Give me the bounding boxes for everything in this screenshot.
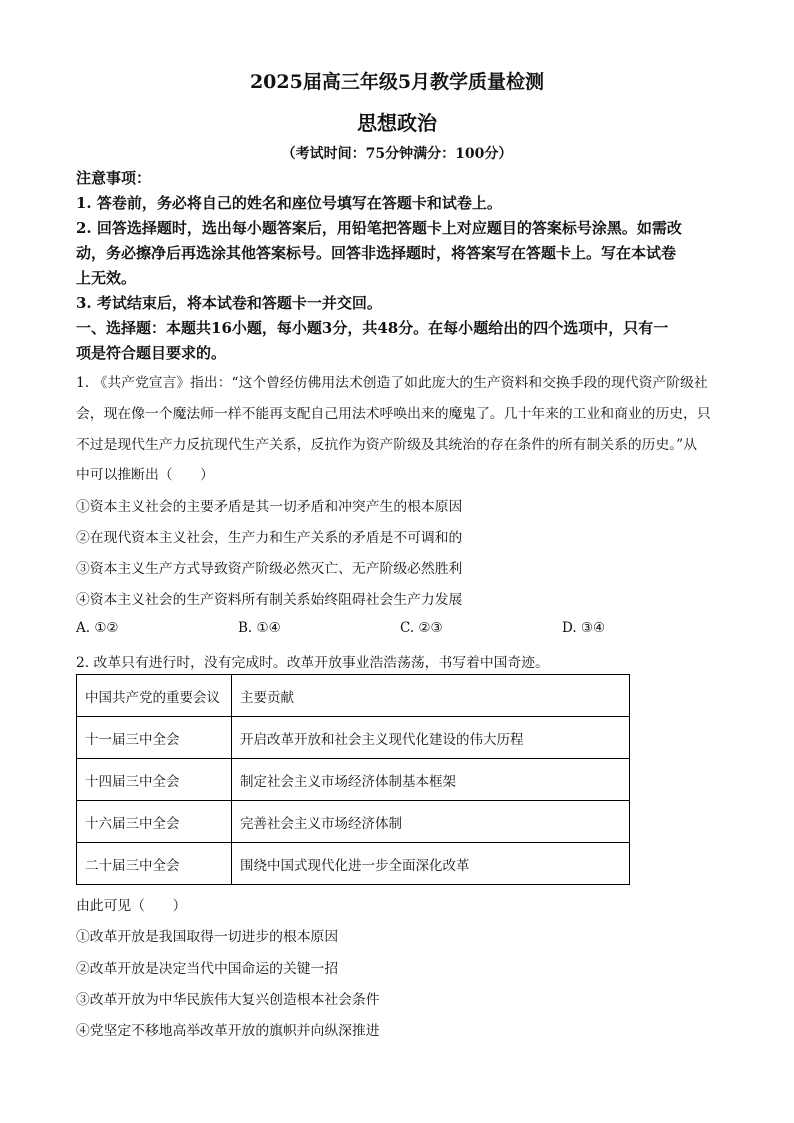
table-cell: 围绕中国式现代化进一步全面深化改革	[232, 843, 630, 885]
q1-option-a: A. ①②	[76, 620, 119, 636]
table-cell: 十六届三中全会	[77, 801, 232, 843]
q2-stem: 2. 改革只有进行时，没有完成时。改革开放事业浩浩荡荡，书写着中国奇迹。	[76, 655, 549, 671]
q2-statement: ①改革开放是我国取得一切进步的根本原因	[76, 929, 339, 945]
q2-statement: ③改革开放为中华民族伟大复兴创造根本社会条件	[76, 992, 380, 1008]
q1-option-c: C. ②③	[400, 620, 443, 636]
table-cell: 十四届三中全会	[77, 759, 232, 801]
q1-stem-line: 中可以推断出（ ）	[76, 467, 214, 483]
notice-heading: 注意事项：	[76, 169, 152, 187]
exam-info: （考试时间：75分钟满分：100分）	[281, 146, 513, 162]
table-header-cell: 主要贡献	[232, 675, 630, 717]
notice-line: 1. 答卷前，务必将自己的姓名和座位号填写在答题卡和试卷上。	[76, 194, 502, 212]
notice-line: 上无效。	[76, 269, 137, 287]
table-cell: 十一届三中全会	[77, 717, 232, 759]
table-cell: 完善社会主义市场经济体制	[232, 801, 630, 843]
notice-line: 动，务必擦净后再选涂其他答案标号。回答非选择题时，将答案写在答题卡上。写在本试卷	[76, 244, 677, 262]
subject-title: 思想政治	[357, 111, 437, 135]
notice-line: 2. 回答选择题时，选出每小题答案后，用铅笔把答题卡上对应题目的答案标号涂黑。如需改	[76, 219, 682, 237]
table-header-cell: 中国共产党的重要会议	[77, 675, 232, 717]
notice-line: 3. 考试结束后，将本试卷和答题卡一并交回。	[76, 294, 382, 312]
table-row	[77, 759, 630, 801]
q1-statement: ③资本主义生产方式导致资产阶级必然灭亡、无产阶级必然胜利	[76, 561, 463, 577]
q1-statement: ①资本主义社会的主要矛盾是其一切矛盾和冲突产生的根本原因	[76, 499, 463, 515]
table-cell: 制定社会主义市场经济体制基本框架	[232, 759, 630, 801]
q2-statement: ②改革开放是决定当代中国命运的关键一招	[76, 961, 339, 977]
table-cell: 二十届三中全会	[77, 843, 232, 885]
q1-stem-line: 不过是现代生产力反抗现代生产关系，反抗作为资产阶级及其统治的存在条件的所有制关系的历史。”从	[76, 437, 698, 453]
q2-statement: ④党坚定不移地高举改革开放的旗帜并向纵深推进	[76, 1023, 380, 1039]
q1-stem-line: 会，现在像一个魔法师一样不能再支配自己用法术呼唤出来的魔鬼了。几十年来的工业和商业的历史，只	[76, 406, 711, 422]
table-row	[77, 717, 630, 759]
q1-stem-line: 1. 《共产党宣言》指出：“这个曾经仿佛用法术创造了如此庞大的生产资料和交换手段的现代资产阶级社	[76, 375, 708, 391]
q2-conclusion: 由此可见（ ）	[76, 898, 187, 914]
table-cell: 开启改革开放和社会主义现代化建设的伟大历程	[232, 717, 630, 759]
q1-statement: ④资本主义社会的生产资料所有制关系始终阻碍社会生产力发展	[76, 592, 463, 608]
table-header-row	[77, 675, 630, 717]
section-heading: 项是符合题目要求的。	[76, 344, 227, 362]
table-row	[77, 843, 630, 885]
table-row	[77, 801, 630, 843]
section-heading: 一、选择题：本题共16小题，每小题3分，共48分。在每小题给出的四个选项中，只有一	[76, 319, 669, 337]
meetings-table	[76, 674, 630, 885]
q1-option-d: D. ③④	[562, 620, 606, 636]
exam-title: 2025届高三年级5月教学质量检测	[249, 71, 545, 93]
q1-option-b: B. ①④	[238, 620, 281, 636]
q1-statement: ②在现代资本主义社会，生产力和生产关系的矛盾是不可调和的	[76, 530, 463, 546]
